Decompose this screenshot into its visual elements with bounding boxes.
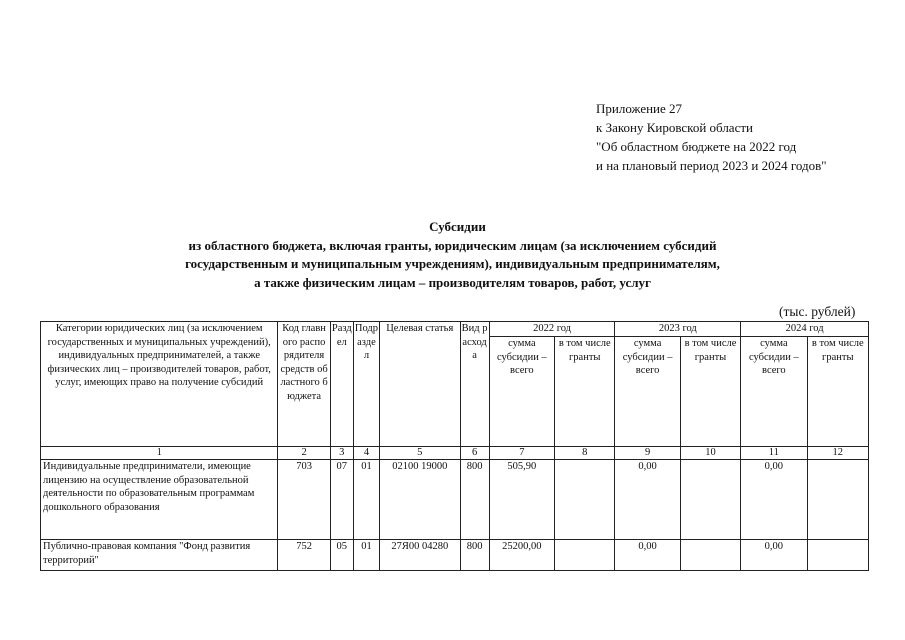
column-number: 1 [41,447,278,460]
row-sum-2022: 25200,00 [489,540,554,571]
column-number: 12 [807,447,868,460]
units-label: (тыс. рублей) [779,304,856,319]
title-line: а также физическим лицам – производителям товаров, работ, услуг [254,274,651,290]
row-code: 752 [278,540,330,571]
column-number: 4 [353,447,379,460]
column-number: 5 [380,447,460,460]
row-expense-type: 800 [460,460,489,540]
column-number: 8 [555,447,615,460]
appendix-line: Приложение 27 [596,101,683,116]
header-year-2024: 2024 год [741,322,869,337]
row-category: Индивидуальные предприниматели, имеющие лицензию на осуществление образовательной деятельности по образовательным программам дошкольного образования [41,460,278,540]
header-year-2022: 2022 год [489,322,615,337]
row-section: 05 [330,540,353,571]
row-category: Публично-правовая компания "Фонд развития территорий" [41,540,278,571]
row-grants-2024 [807,540,868,571]
column-number: 10 [680,447,740,460]
appendix-line: и на плановый период 2023 и 2024 годов" [596,158,827,173]
column-number: 6 [460,447,489,460]
column-number: 7 [489,447,554,460]
row-grants-2022 [555,540,615,571]
header-sum-2024: сумма субсидии – всего [741,337,807,447]
header-year-2023: 2023 год [615,322,741,337]
header-category: Категории юридических лиц (за исключением государственных и муниципальных учреждений), индивидуальных предпринимателей, а также физических лиц – производителей товаров, работ, услуг, имеющих право на получение субсидий [41,322,278,447]
header-section: Раздел [330,322,353,447]
subsidies-table [40,321,869,571]
header-grants-2022: в том числе гранты [555,337,615,447]
row-grants-2023 [680,540,740,571]
row-expense-type: 800 [460,540,489,571]
row-sum-2022: 505,90 [489,460,554,540]
row-sum-2024: 0,00 [741,540,807,571]
appendix-line: к Закону Кировской области [596,120,753,135]
row-sum-2024: 0,00 [741,460,807,540]
row-subsection: 01 [353,460,379,540]
table-row [41,460,869,540]
header-subsection: Подраздел [353,322,379,447]
header-code: Код главного распорядителя средств областного бюджета [278,322,330,447]
title-line: из областного бюджета, включая гранты, юридическим лицам (за исключением субсидий [188,237,717,253]
row-grants-2022 [555,460,615,540]
title-line: Субсидии [429,219,486,234]
header-expense-type: Вид расхода [460,322,489,447]
header-sum-2022: сумма субсидии – всего [489,337,554,447]
header-sum-2023: сумма субсидии – всего [615,337,680,447]
row-grants-2024 [807,460,868,540]
row-sum-2023: 0,00 [615,540,680,571]
column-number: 11 [741,447,807,460]
row-grants-2023 [680,460,740,540]
row-section: 07 [330,460,353,540]
column-number: 9 [615,447,680,460]
header-grants-2023: в том числе гранты [680,337,740,447]
row-code: 703 [278,460,330,540]
document-title [0,218,905,292]
column-number: 3 [330,447,353,460]
header-article: Целевая статья [380,322,460,447]
table-row [41,540,869,571]
row-sum-2023: 0,00 [615,460,680,540]
row-article: 27Я00 04280 [380,540,460,571]
column-number: 2 [278,447,330,460]
row-article: 02100 19000 [380,460,460,540]
appendix-line: "Об областном бюджете на 2022 год [596,139,797,154]
header-grants-2024: в том числе гранты [807,337,868,447]
title-line: государственным и муниципальным учреждениям), индивидуальным предпринимателям, [185,256,720,271]
appendix-reference [596,99,827,175]
row-subsection: 01 [353,540,379,571]
